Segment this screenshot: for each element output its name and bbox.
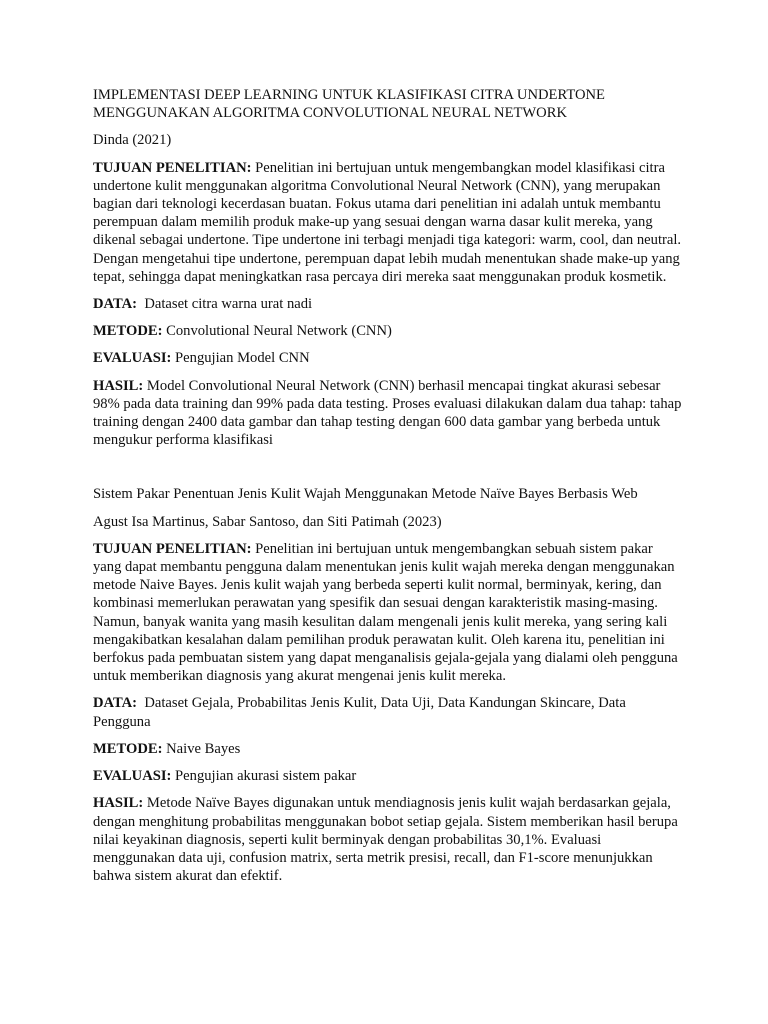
paper-2-hasil [93, 794, 683, 885]
paper-2-metode [93, 740, 683, 758]
paper-2-tujuan-text: Penelitian ini bertujuan untuk mengembangkan sebuah sistem pakar yang dapat membantu pengguna dalam menentukan jenis kulit wajah mereka dengan menggunakan metode Naive Bayes. Jenis kulit wajah yang berbeda seperti kulit normal, berminyak, kering, dan kombinasi memerlukan perawatan yang spesifik dan sesuai dengan karakteristik masing-masing. Namun, banyak wanita yang masih kesulitan dalam mengenali jenis kulit mereka, yang sering kali mengakibatkan kesalahan dalam pemilihan produk perawatan kulit. Oleh karena itu, penelitian ini berfokus pada pembuatan sistem yang dapat menganalisis gejala-gejala yang dialami oleh pengguna untuk memberikan diagnosis yang akurat mengenai jenis kulit mereka. [93, 540, 678, 685]
paper-2-metode-label: METODE: [93, 740, 163, 757]
paper-1-evaluasi-text: Pengujian Model CNN [171, 350, 310, 367]
paper-1-hasil [93, 377, 683, 450]
paper-1-tujuan [93, 159, 683, 286]
paper-1-hasil-text: Model Convolutional Neural Network (CNN) berhasil mencapai tingkat akurasi sebesar 98% pada data training dan 99% pada data testing. Proses evaluasi dilakukan dalam dua tahap: tahap training dengan 2400 data gambar dan tahap testing dengan 600 data gambar yang berbeda untuk mengukur performa klasifikasi [93, 377, 682, 449]
paper-1-tujuan-text: Penelitian ini bertujuan untuk mengembangkan model klasifikasi citra undertone kulit menggunakan algoritma Convolutional Neural Network (CNN), yang merupakan bagian dari teknologi kecerdasan buatan. Fokus utama dari penelitian ini adalah untuk membantu perempuan dalam memilih produk make-up yang sesuai dengan warna dasar kulit mereka, yang dikenal sebagai undertone. Tipe undertone ini terbagi menjadi tiga kategori: warm, cool, dan neutral. Dengan mengetahui tipe undertone, perempuan dapat lebih mudah menentukan shade make-up yang tepat, sehingga dapat meningkatkan rasa percaya diri mereka saat menggunakan produk kosmetik. [93, 159, 682, 285]
paper-2-tujuan-label: TUJUAN PENELITIAN: [93, 540, 252, 557]
paper-2-hasil-text: Metode Naïve Bayes digunakan untuk mendiagnosis jenis kulit wajah berdasarkan gejala, dengan menghitung probabilitas menggunakan bobot setiap gejala. Sistem memberikan hasil berupa nilai keyakinan diagnosis, seperti kulit berminyak dengan probabilitas 30,1%. Evaluasi menggunakan data uji, confusion matrix, serta metrik presisi, recall, dan F1-score menunjukkan bahwa sistem akurat dan efektif. [93, 795, 678, 885]
paper-2-data-label: DATA: [93, 695, 138, 712]
paper-1-data-label: DATA: [93, 296, 138, 313]
section-gap [93, 458, 683, 485]
paper-2-evaluasi-label: EVALUASI: [93, 768, 172, 785]
paper-1-data [93, 295, 683, 313]
paper-2-metode-text: Naive Bayes [162, 740, 241, 757]
paper-2-hasil-label: HASIL: [93, 795, 144, 812]
paper-1-title: IMPLEMENTASI DEEP LEARNING UNTUK KLASIFIKASI CITRA UNDERTONE MENGGUNAKAN ALGORITMA CONVOLUTIONAL NEURAL NETWORK [93, 87, 605, 122]
paper-1 [93, 86, 683, 449]
paper-2-data-text: Dataset Gejala, Probabilitas Jenis Kulit, Data Uji, Data Kandungan Skincare, Data Pengguna [93, 695, 630, 730]
paper-1-tujuan-label: TUJUAN PENELITIAN: [93, 159, 252, 176]
paper-2-tujuan [93, 540, 683, 686]
paper-1-evaluasi [93, 349, 683, 367]
paper-1-hasil-label: HASIL: [93, 377, 144, 394]
paper-1-metode-label: METODE: [93, 323, 163, 340]
paper-1-data-text: Dataset citra warna urat nadi [137, 296, 313, 313]
paper-2-authors: Agust Isa Martinus, Sabar Santoso, dan Siti Patimah (2023) [93, 513, 442, 530]
paper-2-evaluasi [93, 767, 683, 785]
paper-2-evaluasi-text: Pengujian akurasi sistem pakar [171, 768, 357, 785]
document-page [93, 86, 683, 894]
paper-2-title: Sistem Pakar Penentuan Jenis Kulit Wajah Menggunakan Metode Naïve Bayes Berbasis Web [93, 486, 638, 503]
paper-2 [93, 485, 683, 885]
paper-2-data [93, 694, 683, 730]
paper-1-evaluasi-label: EVALUASI: [93, 350, 172, 367]
paper-1-metode [93, 322, 683, 340]
paper-1-metode-text: Convolutional Neural Network (CNN) [162, 323, 392, 340]
paper-1-authors: Dinda (2021) [93, 132, 172, 149]
